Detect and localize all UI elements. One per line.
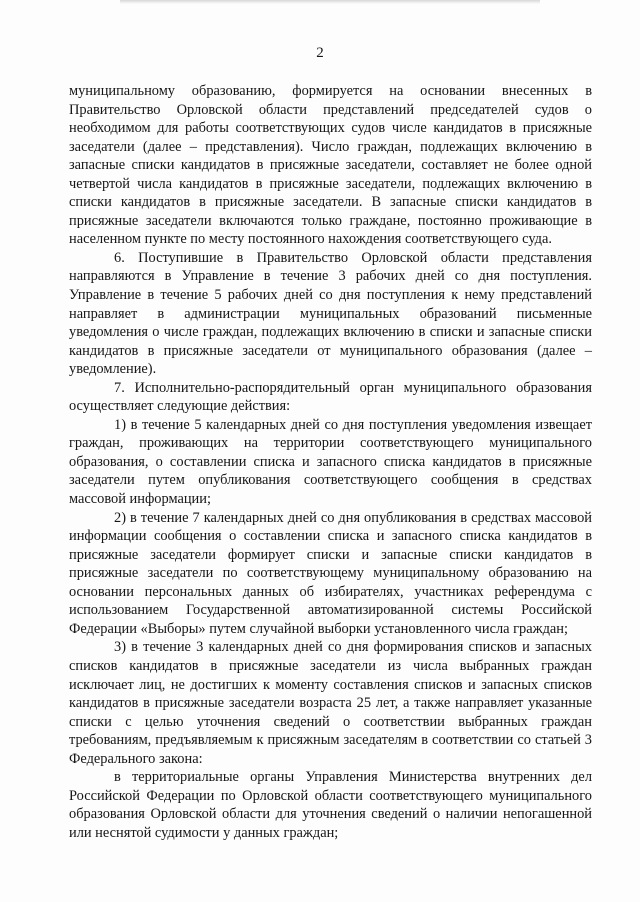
scan-edge-shadow xyxy=(120,0,540,4)
paragraph-item-7: 7. Исполнительно-распорядительный орган муниципального образования осуществляет следующие действия: xyxy=(69,379,592,415)
page-number: 2 xyxy=(316,45,324,61)
paragraph-mvd-bodies: в территориальные органы Управления Министерства внутренних дел Российской Федерации по Орловской области соответствующего муниципального образования Орловской области для уточнения сведений о наличии непогашенной или неснятой судимости у данных граждан; xyxy=(69,769,592,841)
paragraph-subitem-1: 1) в течение 5 календарных дней со дня поступления уведомления извещает граждан, проживающих на территории соответствующего муниципального образования, о составлении списка и запасного списка кандидатов в присяжные заседатели путем опубликования соответствующего сообщения в средствах массовой информации; xyxy=(69,416,592,508)
paragraph-item-6: 6. Поступившие в Правительство Орловской области представления направляются в Управление в течение 3 рабочих дней со дня поступления. Управление в течение 5 рабочих дней со дня поступления к нему представлений направляет в администрации муниципальных образований письменные уведомления о числе граждан, подлежащих включению в списки и запасные списки кандидатов в присяжные заседатели от муниципального образования (далее – уведомление). xyxy=(69,249,592,378)
paragraph-subitem-2: 2) в течение 7 календарных дней со дня опубликования в средствах массовой информации сообщения о составлении списка и запасного списка кандидатов в присяжные заседатели формирует списки и запасные списки кандидатов в присяжные заседатели по соответствующему муниципальному образованию на основании персональных данных об избирателях, участниках референдума с использованием Государственной автоматизированной системы Российской Федерации «Выборы» путем случайной выборки установленного числа граждан; xyxy=(69,509,592,637)
paragraph-subitem-3: 3) в течение 3 календарных дней со дня формирования списков и запасных списков кандидатов в присяжные заседатели из числа выбранных граждан исключает лиц, не достигших к моменту составления списков и запасных списков кандидатов в присяжные заседатели возраста 25 лет, а также направляет указанные списки с целью уточнения сведений о соответствии выбранных граждан требованиям, предъявляемым к присяжным заседателям в соответствии со статьей 3 Федерального закона: xyxy=(69,639,592,767)
document-body xyxy=(69,82,592,842)
paragraph-continuation: муниципальному образованию, формируется на основании внесенных в Правительство Орловской области представлений председателей судов о необходимом для работы соответствующих судов числе кандидатов в присяжные заседатели (далее – представления). Число граждан, подлежащих включению в запасные списки кандидатов в присяжные заседатели, составляет не более одной четвертой числа кандидатов в присяжные заседатели, подлежащих включению в списки кандидатов в присяжные заседатели. В запасные списки кандидатов в присяжные заседатели включаются только граждане, постоянно проживающие в населенном пункте по месту постоянного нахождения соответствующего суда. xyxy=(69,83,592,248)
